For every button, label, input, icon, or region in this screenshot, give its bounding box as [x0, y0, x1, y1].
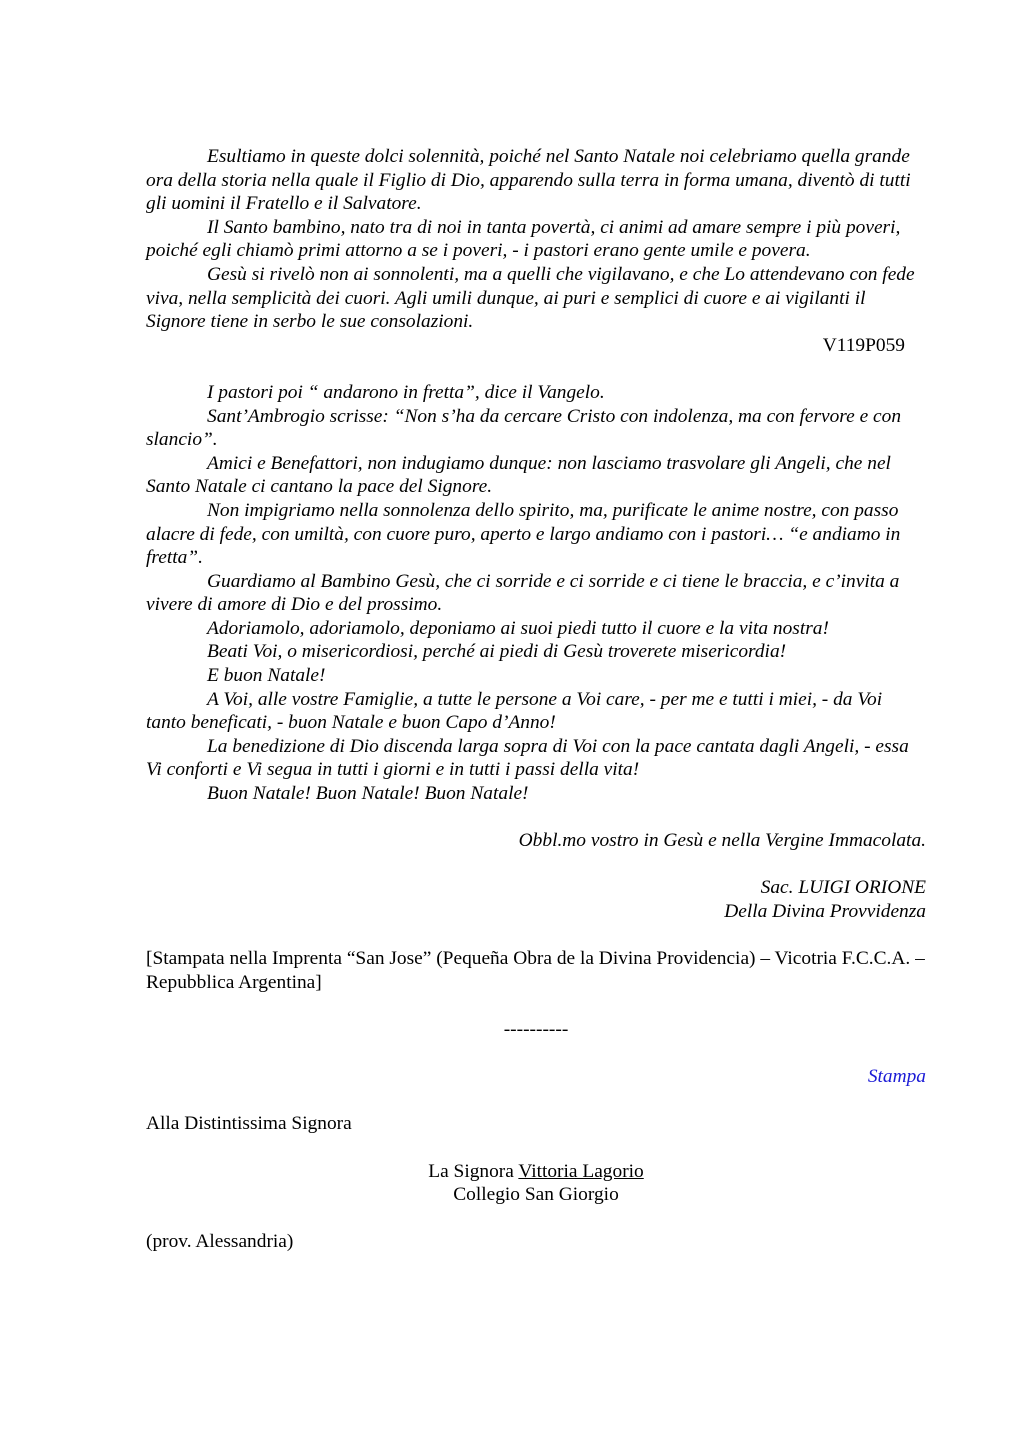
paragraph: Il Santo bambino, nato tra di noi in tanta povertà, ci animi ad amare sempre i più poveri, poiché egli chiamò primi attorno a se i poveri, - i pastori erano gente umile e povera. [146, 216, 901, 262]
paragraph: Beati Voi, o misericordiosi, perché ai piedi di Gesù troverete misericordia! [207, 641, 787, 663]
address-salutation: Alla Distintissima Signora [146, 1113, 352, 1135]
stamp-label: Stampa [867, 1066, 926, 1088]
paragraph: Sant’Ambrogio scrisse: “Non s’ha da cercare Cristo con indolenza, ma con fervore e con slancio”. [146, 405, 902, 451]
paragraph: Adoriamolo, adoriamolo, deponiamo ai suoi piedi tutto il cuore e la vita nostra! [207, 617, 829, 639]
paragraph: La benedizione di Dio discenda larga sopra di Voi con la pace cantata dagli Angeli, - essa Vi conforti e Vi segua in tutti i giorni e in tutti i passi della vita! [146, 735, 909, 781]
separator: ---------- [503, 1018, 569, 1040]
paragraph: Buon Natale! Buon Natale! Buon Natale! [207, 783, 529, 805]
document-code: V119P059 [822, 334, 905, 356]
paragraph: E buon Natale! [207, 665, 326, 687]
letter-section-2 [146, 381, 926, 806]
closing-line: Obbl.mo vostro in Gesù e nella Vergine Immacolata. [518, 830, 926, 852]
paragraph: A Voi, alle vostre Famiglie, a tutte le persone a Voi care, - per me e tutti i miei, - da Voi tanto beneficati, - buon Natale e buon Capo d’Anno! [146, 688, 883, 734]
paragraph: Esultiamo in queste dolci solennità, poiché nel Santo Natale noi celebriamo quella grande ora della storia nella quale il Figlio di Dio, apparendo sulla terra in forma umana, diventò di tutti gli uomini il Fratello e il Salvatore. [146, 146, 911, 215]
address-name: Vittoria Lagorio [518, 1160, 644, 1182]
paragraph: I pastori poi “ andarono in fretta”, dice il Vangelo. [207, 381, 605, 403]
paragraph: Gesù si rivelò non ai sonnolenti, ma a quelli che vigilavano, e che Lo attendevano con fede viva, nella semplicità dei cuori. Agli umili dunque, ai puri e semplici di cuore e ai vigilanti il Signore tiene in serbo le sue consolazioni. [146, 263, 915, 333]
address-institution: Collegio San Giorgio [453, 1184, 619, 1206]
address-province: (prov. Alessandria) [146, 1231, 294, 1253]
paragraph: Amici e Benefattori, non indugiamo dunque: non lasciamo trasvolare gli Angeli, che nel Santo Natale ci cantano la pace del Signore. [146, 452, 891, 498]
document-page [146, 145, 926, 1254]
printer-note: [Stampata nella Imprenta “San Jose” (Pequeña Obra de la Divina Providencia) – Vicotria F.C.C.A. – Repubblica Argentina] [146, 948, 925, 993]
letter-section-1 [146, 145, 926, 334]
paragraph: Non impigriamo nella sonnolenza dello spirito, ma, purificate le anime nostre, con passo alacre di fede, con umiltà, con cuore puro, aperto e largo andiamo con i pastori… “e andiamo in fretta”. [146, 499, 901, 569]
address-name-line [146, 1160, 926, 1184]
signature-name: Sac. LUIGI ORIONE [760, 877, 926, 899]
address-name-prefix: La Signora [428, 1160, 519, 1182]
signature-org: Della Divina Provvidenza [724, 901, 926, 922]
paragraph: Guardiamo al Bambino Gesù, che ci sorride e ci sorride e ci tiene le braccia, e c’invita a vivere di amore di Dio e del prossimo. [146, 570, 900, 616]
